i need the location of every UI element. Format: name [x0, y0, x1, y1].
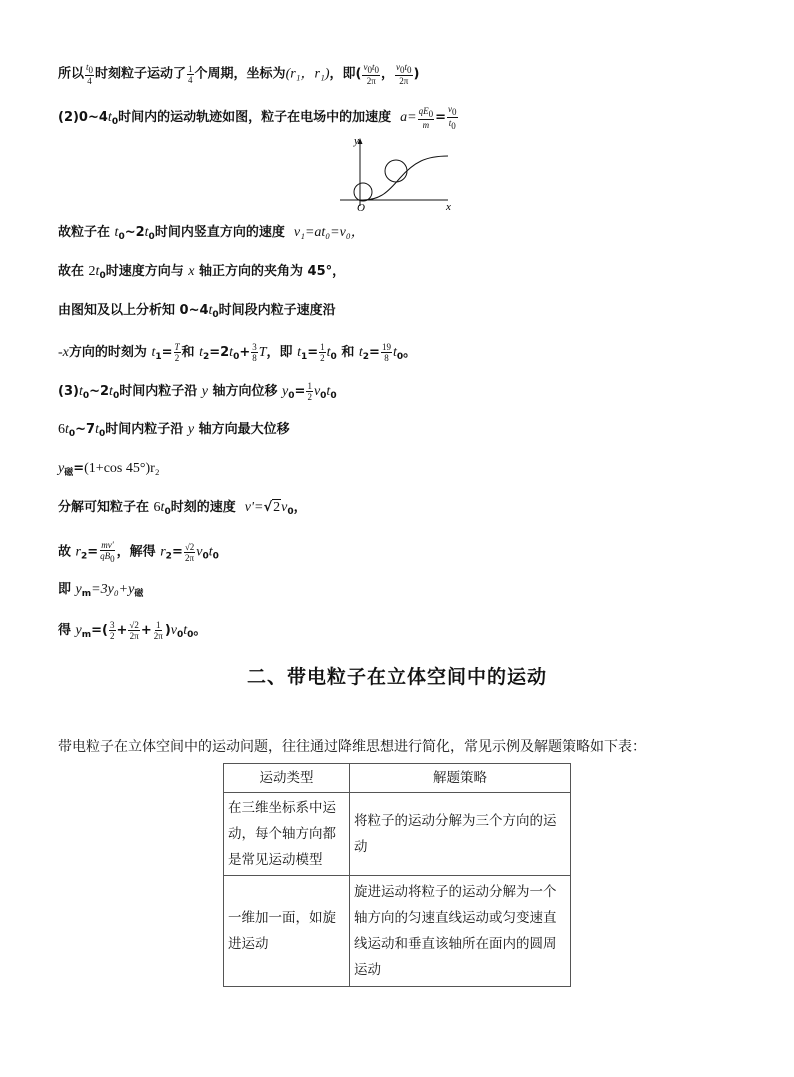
- table-row: [224, 876, 571, 987]
- solution-line-13: 得 $y_m=$( $\frac{3}{2}$ + $\frac{√2}{2\pi}$ + $\frac{1}{2\pi}$ )$v_0t_0$。: [58, 620, 207, 641]
- fraction: $\frac{3}{2}$: [110, 620, 115, 641]
- section-intro: 带电粒子在立体空间中的运动问题，往往通过降维思想进行简化，常见示例及解题策略如下表：: [58, 739, 646, 755]
- solution-line-10: 分解可知粒子在 $6t_0$时刻的速度 $v'=√2v_0$，: [58, 500, 307, 517]
- solution-line-12: 即 $y_m=3y_0+y_磁$: [58, 582, 144, 599]
- y-axis-label: y: [354, 135, 359, 147]
- table-header-cell: 解题策略: [350, 764, 571, 793]
- fraction: $\frac{mv'}{qB_0}$: [100, 540, 115, 564]
- fraction: $\frac{v_0}{t_0}$: [448, 104, 457, 131]
- fraction: $\frac{√2}{2\pi}$: [184, 541, 195, 563]
- fraction: $\frac{1}{4}$: [188, 63, 193, 85]
- solution-line-4: 故在 $2t_0$时速度方向与 x 轴正方向的夹角为 45°，: [58, 264, 346, 281]
- solution-line-6: -x方向的时刻为 $t_1=$ $\frac{T}{2}$ 和 $t_2=2t_0+$ $\frac{3}{8}$ T，即 $t_1=$ $\frac{1}{2}$ $t_0$ 和 $t_2=$ $\frac{19}{8}$ $t_0$。: [58, 342, 417, 363]
- table-cell: 在三维坐标系中运动，每个轴方向都是常见运动模型: [224, 793, 350, 876]
- fraction: $\frac{v_0t_0}{2\pi}$: [396, 62, 412, 86]
- fraction: $\frac{1}{2}$: [307, 381, 312, 402]
- fraction: $\frac{19}{8}$: [381, 342, 391, 363]
- solution-line-5: 由图知及以上分析知 $0\sim 4t_0$时间段内粒子速度沿: [58, 303, 336, 320]
- origin-label: O: [357, 202, 365, 214]
- solution-line-2: $(2)0\sim 4t_0$时间内的运动轨迹如图，粒子在电场中的加速度 a= $\frac{qE_0}{m}$ = $\frac{v_0}{t_0}$: [58, 104, 457, 131]
- fraction: $\frac{3}{8}$: [252, 342, 257, 363]
- large-circle-trajectory: [385, 160, 407, 182]
- small-circle-trajectory: [354, 183, 372, 201]
- fraction: $\frac{1}{2}$: [320, 342, 325, 363]
- trajectory-diagram: [340, 134, 460, 214]
- fraction: $\frac{1}{2\pi}$: [153, 620, 163, 641]
- table-header-cell: 运动类型: [224, 764, 350, 793]
- fraction: $\frac{qE_0}{m}$: [418, 105, 434, 130]
- table-cell: 旋进运动将粒子的运动分解为一个轴方向的匀速直线运动或匀变速直线运动和垂直该轴所在面内的圆周运动: [350, 876, 571, 987]
- table-header-row: [224, 764, 571, 793]
- table-cell: 将粒子的运动分解为三个方向的运动: [350, 793, 571, 876]
- parabolic-trajectory: [363, 156, 448, 200]
- section-heading: 二、带电粒子在立体空间中的运动: [246, 666, 547, 688]
- strategy-table: [223, 763, 571, 987]
- fraction: $\frac{√2}{2\pi}$: [129, 620, 139, 641]
- table-row: [224, 793, 571, 876]
- fraction: $\frac{v_0t_0}{2\pi}$: [363, 62, 379, 86]
- solution-line-9: $y_磁=(1+\cos$ 45°)r₂: [58, 461, 160, 478]
- solution-line-7: $(3)t_0\sim 2t_0$时间内粒子沿 y 轴方向位移 $y_0=$ $\frac{1}{2}$ $v_0t_0$: [58, 381, 337, 402]
- solution-line-1: 所以 $\frac{t_0}{4}$ 时刻粒子运动了 $\frac{1}{4}$ 个周期，坐标为(r₁，r₁)，即( $\frac{v_0t_0}{2\pi}$ ， $\frac{v_0t_0}{2\pi}$ ): [58, 62, 420, 86]
- fraction: $\frac{T}{2}$: [174, 342, 180, 363]
- solution-line-8: $6t_0\sim 7t_0$时间内粒子沿 y 轴方向最大位移: [58, 422, 290, 439]
- fraction: $\frac{t_0}{4}$: [86, 62, 94, 86]
- solution-line-3: 故粒子在 $t_0\sim 2t_0$时间内竖直方向的速度 v₁=at₀=v₀，: [58, 225, 365, 242]
- solution-line-11: 故 $r_2=$ $\frac{mv'}{qB_0}$ ，解得 $r_2=$ $\frac{√2}{2\pi}$ $v_0t_0$: [58, 540, 219, 564]
- x-axis-label: x: [446, 201, 451, 213]
- table-cell: 一维加一面，如旋进运动: [224, 876, 350, 987]
